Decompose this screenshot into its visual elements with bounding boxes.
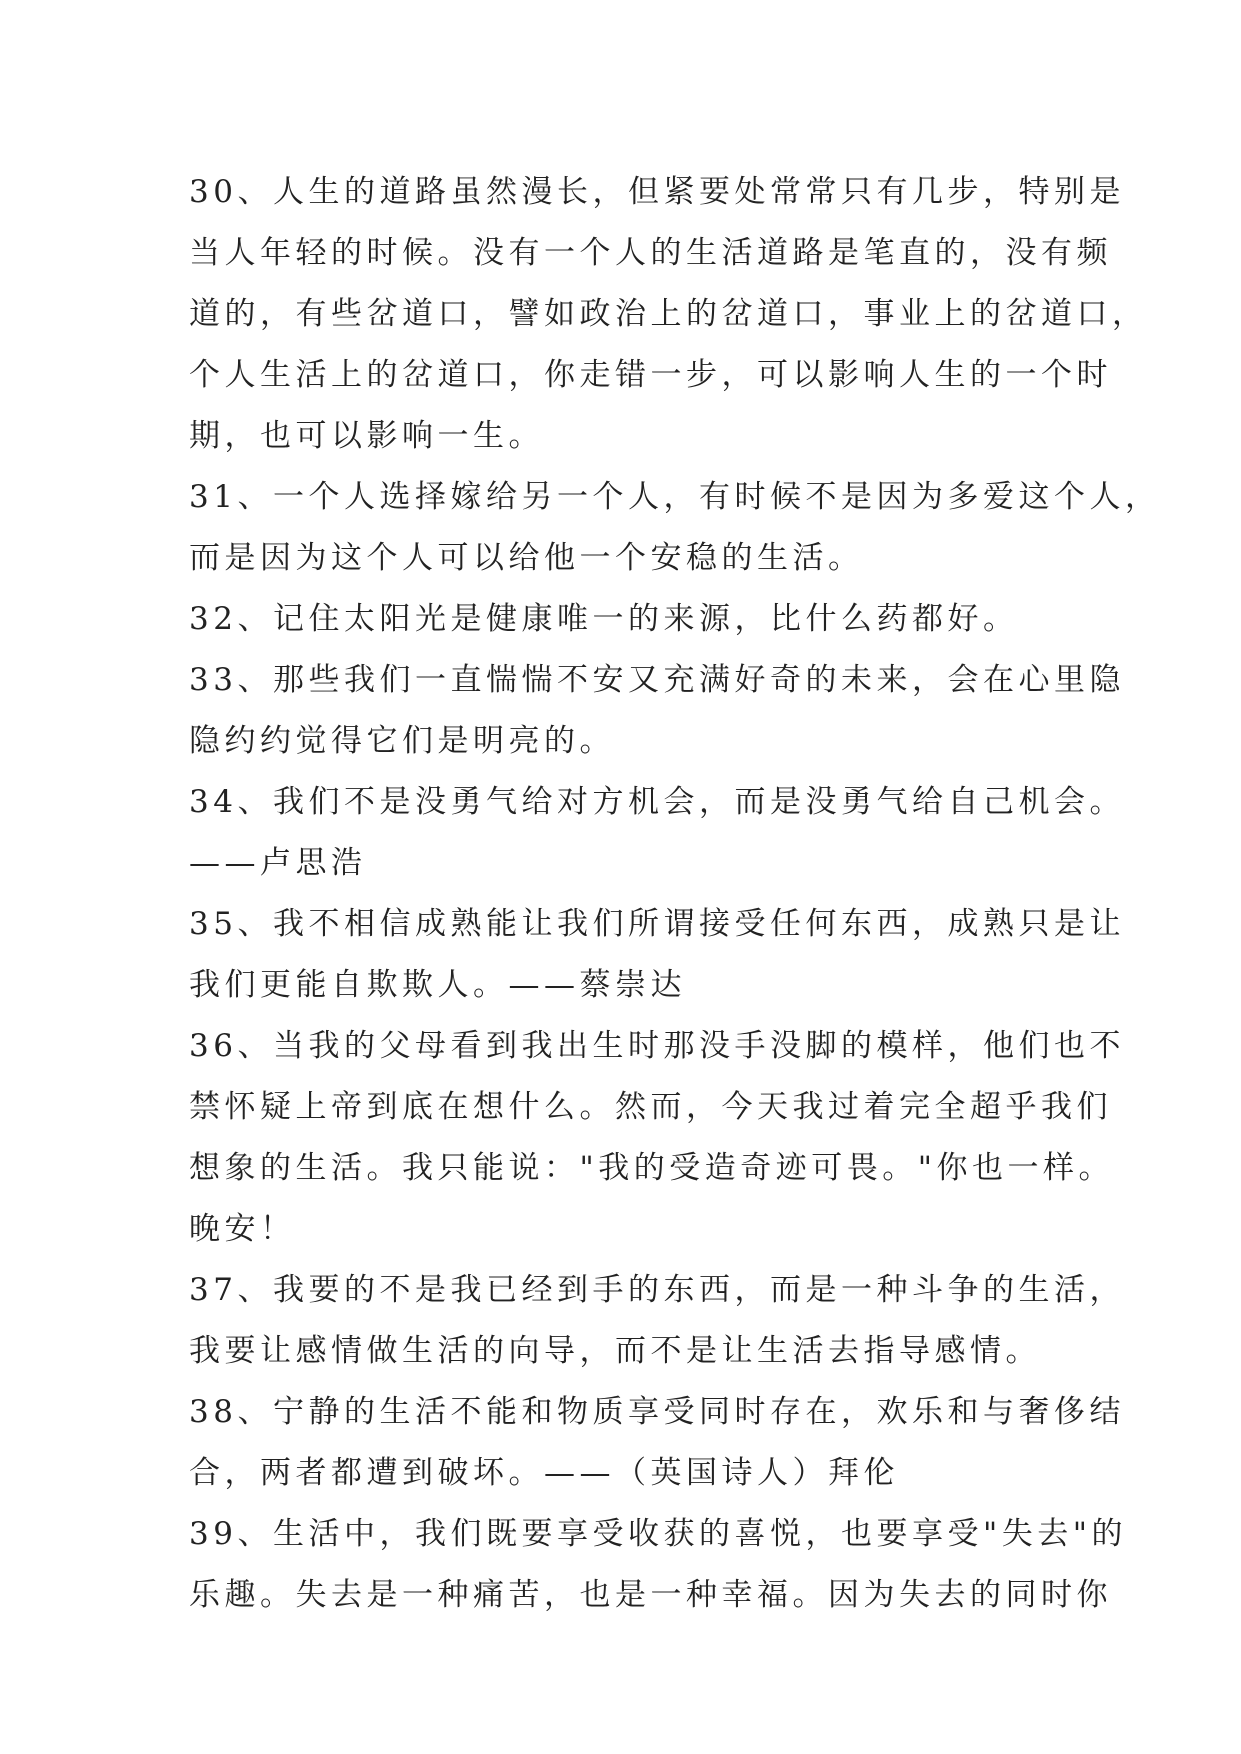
text-line: 33、那些我们一直惴惴不安又充满好奇的未来，会在心里隐 (189, 662, 1125, 698)
text-line: 而是因为这个人可以给他一个安稳的生活。 (189, 540, 864, 576)
text-line: 期，也可以影响一生。 (189, 418, 544, 454)
text-line: 个人生活上的岔道口，你走错一步，可以影响人生的一个时 (189, 357, 1112, 393)
text-line: 34、我们不是没勇气给对方机会，而是没勇气给自己机会。 (189, 784, 1125, 820)
text-line: 31、一个人选择嫁给另一个人，有时候不是因为多爱这个人， (189, 479, 1161, 515)
text-line: 道的，有些岔道口，譬如政治上的岔道口，事业上的岔道口， (189, 296, 1148, 332)
text-line: 39、生活中，我们既要享受收获的喜悦，也要享受"失去"的 (189, 1516, 1127, 1552)
text-line: 合，两者都遭到破坏。——（英国诗人）拜伦 (189, 1455, 899, 1491)
text-line: 36、当我的父母看到我出生时那没手没脚的模样，他们也不 (189, 1028, 1125, 1064)
text-line: 乐趣。失去是一种痛苦，也是一种幸福。因为失去的同时你 (189, 1577, 1112, 1613)
text-line: 38、宁静的生活不能和物质享受同时存在，欢乐和与奢侈结 (189, 1394, 1125, 1430)
text-line: 30、人生的道路虽然漫长，但紧要处常常只有几步，特别是 (189, 174, 1125, 210)
text-line: 晚安！ (189, 1211, 296, 1247)
text-line: 我们更能自欺欺人。——蔡崇达 (189, 967, 686, 1003)
text-line: 35、我不相信成熟能让我们所谓接受任何东西，成熟只是让 (189, 906, 1125, 942)
document-body (189, 162, 1161, 1626)
text-line: 当人年轻的时候。没有一个人的生活道路是笔直的，没有频 (189, 235, 1112, 271)
text-line: 37、我要的不是我已经到手的东西，而是一种斗争的生活， (189, 1272, 1125, 1308)
text-line: 我要让感情做生活的向导，而不是让生活去指导感情。 (189, 1333, 1041, 1369)
text-line: 想象的生活。我只能说："我的受造奇迹可畏。"你也一样。 (189, 1150, 1115, 1186)
text-line: 禁怀疑上帝到底在想什么。然而，今天我过着完全超乎我们 (189, 1089, 1112, 1125)
text-line: 32、记住太阳光是健康唯一的来源，比什么药都好。 (189, 601, 1019, 637)
text-line: 隐约约觉得它们是明亮的。 (189, 723, 615, 759)
text-line: ——卢思浩 (189, 845, 367, 881)
